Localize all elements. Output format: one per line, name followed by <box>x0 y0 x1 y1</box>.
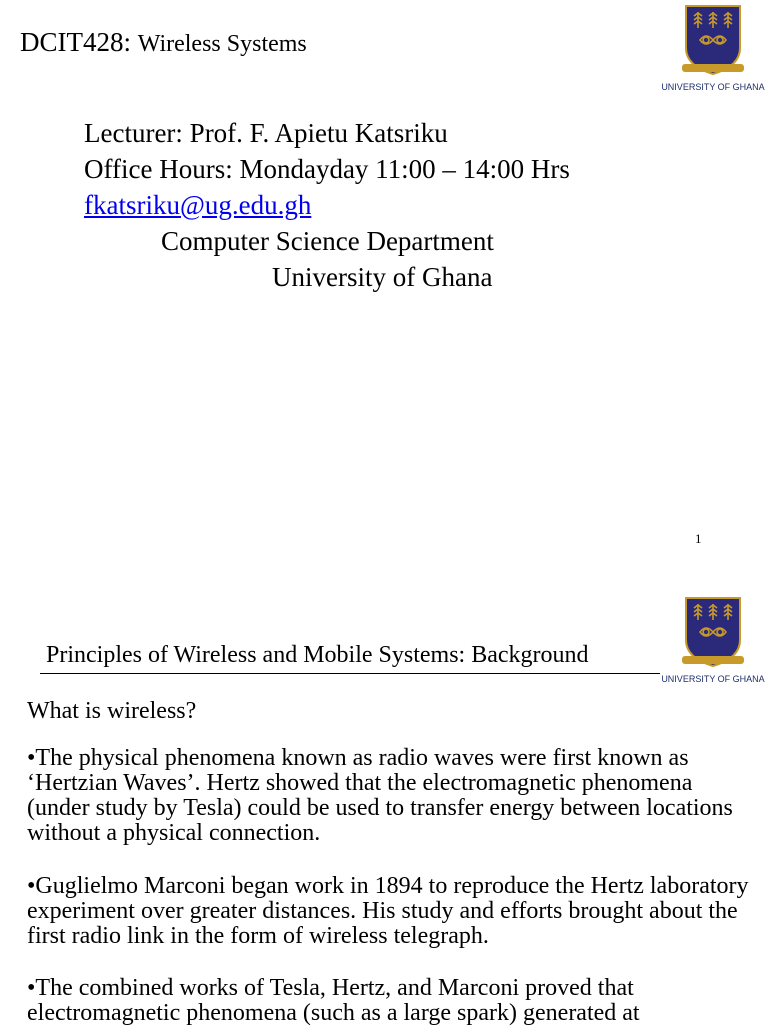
university-line: University of Ghana <box>272 262 493 292</box>
university-logo <box>658 4 768 94</box>
email-link[interactable]: fkatsriku@ug.edu.gh <box>84 190 312 220</box>
logo-caption: UNIVERSITY OF GHANA <box>661 82 765 92</box>
lecturer-line: Lecturer: Prof. F. Apietu Katsriku <box>84 118 448 148</box>
title-divider <box>40 673 660 674</box>
office-hours-line: Office Hours: Mondayday 11:00 – 14:00 Hrs <box>84 154 570 184</box>
paragraph: •The combined works of Tesla, Hertz, and Marconi proved that electromagnetic phenomena (such as a large spark) generated at <box>27 975 640 1026</box>
paragraph: •Guglielmo Marconi began work in 1894 to reproduce the Hertz laboratory experiment over greater distances. His study and efforts brought about the first radio link in the form of wireless telegraph. <box>27 873 749 949</box>
page-number: 1 <box>695 531 702 546</box>
section-question: What is wireless? <box>27 698 197 724</box>
department-line: Computer Science Department <box>161 226 494 256</box>
university-crest-icon <box>678 4 748 80</box>
university-crest-icon <box>678 596 748 672</box>
logo-caption: UNIVERSITY OF GHANA <box>661 674 765 684</box>
course-code: DCIT428: <box>20 27 131 57</box>
slide-title: Principles of Wireless and Mobile Systems: Background <box>46 642 589 668</box>
course-name: Wireless Systems <box>137 31 307 57</box>
paragraph: •The physical phenomena known as radio waves were first known as ‘Hertzian Waves’. Hertz showed that the electromagnetic phenomena (under study by Tesla) could be used to transfer energy between locations without a physical connection. <box>27 745 733 846</box>
university-logo-2 <box>658 596 768 686</box>
course-title <box>20 26 307 60</box>
